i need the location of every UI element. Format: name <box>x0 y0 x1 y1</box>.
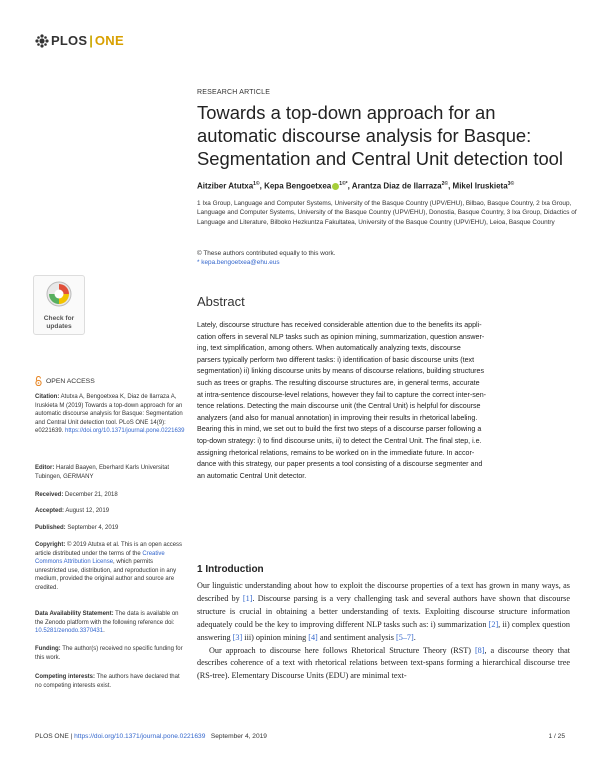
page-footer: PLOS ONE | https://doi.org/10.1371/journal.pone.0221639 September 4, 2019 1 / 25 <box>35 733 565 740</box>
abstract-line: an automatic Central Unit detector. <box>197 471 307 480</box>
abstract-line: such as trees or graphs. The resulting discourse structures are, in general terms, accurate <box>197 378 480 387</box>
competing-interests-block: Competing interests: The authors have declared that no competing interests exist. <box>35 674 180 689</box>
citation-block: Citation: Atutxa A, Bengoetxea K, Diaz de Ilarraza A, Iruskieta M (2019) Towards a top-down approach for an automatic discourse analysis for Basque: Segmentation and Central Unit detection tool. PLoS ONE 14(9): e0221639. https://doi.org/10.1371/journal.pone.0221639 <box>35 394 185 435</box>
introduction-body <box>197 580 570 683</box>
open-access-label: OPEN ACCESS <box>46 377 95 385</box>
author-name[interactable]: Mikel Iruskieta <box>452 181 508 191</box>
doi-link[interactable]: https://doi.org/10.1371/journal.pone.0221639 <box>65 428 185 435</box>
paragraph: Our approach to discourse here follows Rhetorical Structure Theory (RST) [8], a discourse theory that describes coherence of a text with rhetorical relations between text-spans forming a hierarchical discourse tree (RS-tree). Elementary Discourse Units (EDU) are minimal text- <box>197 645 570 681</box>
citation-link[interactable]: [4] <box>308 632 318 642</box>
data-availability-block: Data Availability Statement: The data is available on the Zenodo platform with the following reference doi: 10.5281/zenodo.3370431. <box>35 611 179 635</box>
footer-doi-link[interactable]: https://doi.org/10.1371/journal.pone.0221639 <box>74 733 206 740</box>
citation-link[interactable]: [8] <box>474 645 485 655</box>
affiliations: 1 Ixa Group, Language and Computer Systems, University of the Basque Country (UPV/EHU), Bilbao, Basque Country, 2 Ixa Group, Language and Computer Systems, University of the Basque Country (UPV/EHU), Donostia, Basque Country, 3 Ixa Group, Didactics of Language and Literature, Bilboko Hezkuntza Fakultatea, University of the Basque Country (UPV/EHU), Leioa, Basque Country <box>197 200 577 226</box>
author-affil-sup: 1© <box>253 181 260 187</box>
plos-flower-icon <box>35 34 49 48</box>
open-lock-icon <box>35 376 42 386</box>
abstract-line: Lately, discourse structure has received considerable attention due to the benefits its appli- <box>197 321 482 329</box>
author-notes <box>197 249 582 268</box>
footer-date: September 4, 2019 <box>210 733 267 740</box>
equal-contribution-note: © These authors contributed equally to this work. <box>197 250 336 257</box>
received-date: Received: December 21, 2018 <box>35 492 118 498</box>
author-list: Aitziber Atutxa$^{1©}$, Kepa Bengoetxea $^{1©*}$, Arantza Diaz de Ilarraza$^{2©}$, Mikel Iruskieta$^{3©}$ <box>197 181 515 191</box>
abstract-line: at intra-sentence discourse-level relations, however they fail to capture the correct inter-sen- <box>197 390 487 399</box>
article-type: RESEARCH ARTICLE <box>197 89 271 96</box>
accepted-date: Accepted: August 12, 2019 <box>35 508 110 514</box>
citation-link[interactable]: [3] <box>232 632 243 642</box>
author-name[interactable]: Arantza Diaz de Ilarraza <box>351 181 442 191</box>
check-updates-label: Check for updates <box>43 315 75 330</box>
abstract-line: parsers typically perform two different tasks: i) identification of basic discourse units (text <box>197 355 475 364</box>
published-date: Published: September 4, 2019 <box>35 525 119 531</box>
logo-one-text: ONE <box>94 33 124 48</box>
citation-link[interactable]: [1] <box>242 593 253 603</box>
paragraph: Our linguistic understanding about how to exploit the discourse properties of a text has grown in many ways, as described by [1]. Discourse parsing is a very challenging task and several authors have shown that discourse structure is crucial in obtaining a better understanding of texts. Exploiting discourse structure information adequately could be the key to improving different NLP tasks such as: i) summarization [2], ii) complex question answering [3] iii) opinion mining [4] and sentiment analysis [5–7]. <box>197 581 571 642</box>
abstract-line: ing, text simplification, among others. When automatically analyzing texts, discourse <box>197 344 461 353</box>
abstract-heading: Abstract <box>197 294 245 309</box>
abstract-line: top-down strategy: i) to find discourse units, ii) to detect the Central Unit. The final step, i.e. <box>197 436 482 445</box>
author-affil-sup: 2© <box>441 181 449 187</box>
author-affil-sup: 3© <box>507 181 515 187</box>
abstract-body <box>197 320 569 482</box>
logo-separator: | <box>89 33 93 48</box>
footer-journal: PLOS ONE <box>35 733 69 740</box>
license-link[interactable]: Creative Commons Attribution License <box>35 550 165 566</box>
abstract-line: segmentation) ii) linking discourse units by means of discourse relations, building structures <box>197 367 485 376</box>
article-title: Towards a top-down approach for an automatic discourse analysis for Basque: Segmentation and Central Unit detection tool <box>197 102 563 169</box>
copyright-block: Copyright: © 2019 Atutxa et al. This is an open access article distributed under the terms of the Creative Commons Attribution License, which permits unrestricted use, distribution, and reproduction in any medium, provided the original author and source are credited. <box>35 542 183 591</box>
abstract-line: Bearing this in mind, we set out to build the first two steps of a discourse parser following a <box>197 425 482 434</box>
abstract-line: cation offers in several NLP tasks such as opinion mining, summarization, question answer- <box>197 332 485 341</box>
author-affil-sup: 1©* <box>339 181 348 187</box>
check-for-updates-button[interactable] <box>33 275 85 335</box>
abstract-line: analyzers (and also for manual annotation) in improving their results in rhetorical labeling. <box>197 413 478 422</box>
author-name[interactable]: Kepa Bengoetxea <box>264 181 332 191</box>
abstract-line: tence relations. Detecting the main discourse unit (the Central Unit) is helpful for discourse <box>197 402 481 411</box>
editor-block: Editor: Harald Baayen, Eberhard Karls Universitat Tubingen, GERMANY <box>35 465 170 480</box>
open-access-badge <box>35 376 95 386</box>
introduction-heading: 1 Introduction <box>197 564 264 575</box>
logo-plos-text: PLOS <box>51 33 88 48</box>
abstract-line: dance with this strategy, our paper presents a tool consisting of a discourse segmenter and <box>197 460 483 469</box>
citation-link[interactable]: [2] <box>488 619 499 629</box>
citation-link[interactable]: [5–7] <box>396 632 414 642</box>
zenodo-doi-link[interactable]: 10.5281/zenodo.3370431 <box>35 628 104 635</box>
corresponding-email-link[interactable]: * kepa.bengoetxea@ehu.eus <box>197 259 280 267</box>
page-number: 1 / 25 <box>548 733 565 740</box>
abstract-line: assigning rhetorical relations, remains to be worked on in the immediate future. In accor- <box>197 448 475 457</box>
check-updates-icon <box>46 281 72 307</box>
plos-one-logo[interactable] <box>35 33 124 48</box>
author-name[interactable]: Aitziber Atutxa <box>197 181 254 191</box>
funding-block: Funding: The author(s) received no specific funding for this work. <box>35 646 183 661</box>
